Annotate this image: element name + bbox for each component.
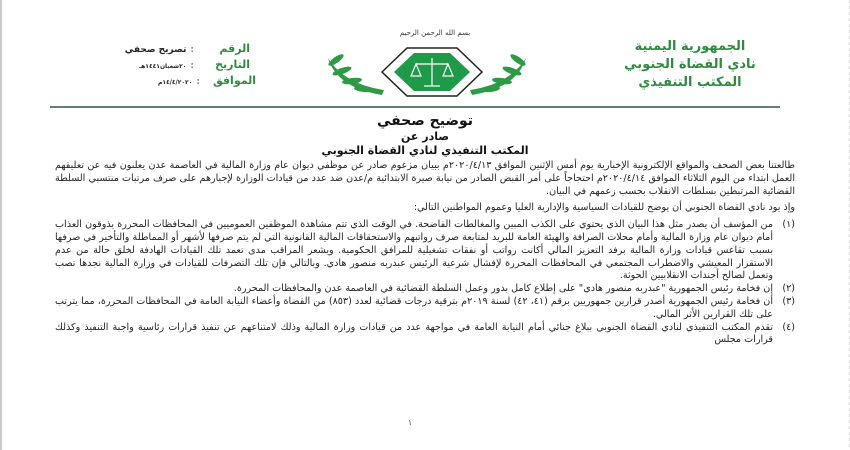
item-text: تقدم المكتب التنفيذي لنادي القضاة الجنوبي ببلاغ جنائي أمام النيابة العامة في مواجهة عدد من قيادات وزارة المالية وذلك لامتناعهم عن تنفيذ قرارات رئاسية واجبة التنفيذ وكذلك قرارات مجلس <box>55 321 773 346</box>
list-item <box>55 296 795 322</box>
item-text: من المؤسف أن يصدر مثل هذا البيان الذي يحتوي على الكذب المبين والمغالطات الفاضحة. في الوقت الذي تتم مشاهدة الموظفين العموميين في المحافظات المحررة يذوقون العذاب أمام ديوان عام وزارة المالية وأمام محلات الصرافة والهيئة العامة للبريد لمتابعة صرف رواتبهم والاستحقاقات المالية القانونية التي لم يتم صرفها لأشهر أو المماطلة والتأخير في صرفها بسبب تقاعس قيادات وزارة المالية برفد التعزيز المالي أكانت رواتب أو نفقات تشغيلية للمرافق الحكومية. ويشعر المراقب مدى تعمد تلك القيادات الهادفة لخلق حالة من عدم الاستقرار المعيشي والاضطراب المجتمعي في المحافظات المحررة لإفشال شرعية الرئيس عبدربه منصور هادي. وبالتالي فإن تلك التصرفات للقيادات في وزارة المالية نجدها تصب وتعمل لصالح أجندات الانقلابيين الحوثة. <box>55 219 773 282</box>
ref-number-row <box>80 42 250 58</box>
intro-paragraph: طالعتنا بعض الصحف والمواقع الإلكترونية الإخبارية يوم أمس الإثنين الموافق ٢٠٢٠/٤/١٣م ببيان مزعوم صادر عن موظفي ديوان عام وزارة المالية في العاصمة عدن يعلنون فيه عن تعليقهم العمل ابتداء من اليوم الثلاثاء الموافق ٢٠٢٠/٤/١٤م احتجاجاً على أمر القبض الصادر من نيابة صيرة الابتدائية م/عدن ضد عدد من قيادات الوزارة لإجبارهم على صرف مرتبات منتسبي السلطة القضائية المرتبطين بسلطات الانقلاب بحسب زعمهم في البيان. <box>55 160 795 197</box>
ref-separator: : <box>190 45 194 55</box>
ref-date-label: التاريخ <box>215 58 250 71</box>
item-text: أن فخامة رئيس الجمهورية أصدر قرارين جمهوريين برقم (٤١، ٤٢) لسنة ٢٠١٩م بترقية درجات قضائية لعدد (٨٥٣) من القضاة وأعضاء النيابة العامة في المحافظات المحررة، مما يترتب على تلك القرارين الأثر المالي. <box>55 295 773 320</box>
org-line-country: الجمهورية اليمنية <box>634 39 746 54</box>
list-item <box>55 219 795 283</box>
item-number: (٣) <box>782 295 795 307</box>
organization-header <box>590 38 790 92</box>
document-body <box>55 160 795 347</box>
laurel-left-icon <box>327 52 384 95</box>
ref-separator: : <box>196 77 200 87</box>
lead-paragraph: وإذ يود نادي القضاة الجنوبي أن يوضح للقيادات السياسية والإدارية العليا وعموم المواطنين التالي: <box>413 202 795 214</box>
ref-number-label: الرقم <box>219 42 250 55</box>
reference-block <box>80 42 256 90</box>
title-issuer: المكتب التنفيذي لنادي القضاة الجنوبي <box>321 144 529 157</box>
ref-number-value: تصريح صحفي <box>124 45 187 55</box>
org-line-office: المكتب التنفيذي <box>638 75 742 90</box>
ref-date-value: ٢٠شعبان١٤٤١هـ <box>139 63 187 70</box>
ref-separator: : <box>190 61 194 71</box>
title-issued-by: صادر عن <box>401 130 449 143</box>
header-divider <box>50 106 780 108</box>
judges-club-logo <box>322 40 532 100</box>
item-number: (٤) <box>782 321 795 333</box>
ref-date-row <box>80 58 250 74</box>
basmala: بسم الله الرحمن الرحيم <box>399 29 471 37</box>
item-text: إن فخامة رئيس الجمهورية "عبدربه منصور هادي" على إطلاع كامل بدور وعمل السلطة القضائية في العاصمة عدن والمحافظات المحررة. <box>233 283 773 295</box>
list-item <box>55 322 795 348</box>
ref-gregorian-row <box>80 74 256 90</box>
list-item <box>55 283 795 296</box>
document-title <box>250 112 600 158</box>
title-main: توضيح صحفي <box>376 113 474 129</box>
org-line-club: نادي القضاة الجنوبي <box>624 57 756 72</box>
item-number: (١) <box>782 219 795 231</box>
item-number: (٢) <box>782 283 795 295</box>
points-list <box>55 219 795 347</box>
ref-gregorian-label: الموافق <box>212 74 256 87</box>
ref-gregorian-value: ١٤/٤/٢٠٢٠م <box>157 79 193 86</box>
page-number: ١ <box>407 418 413 427</box>
